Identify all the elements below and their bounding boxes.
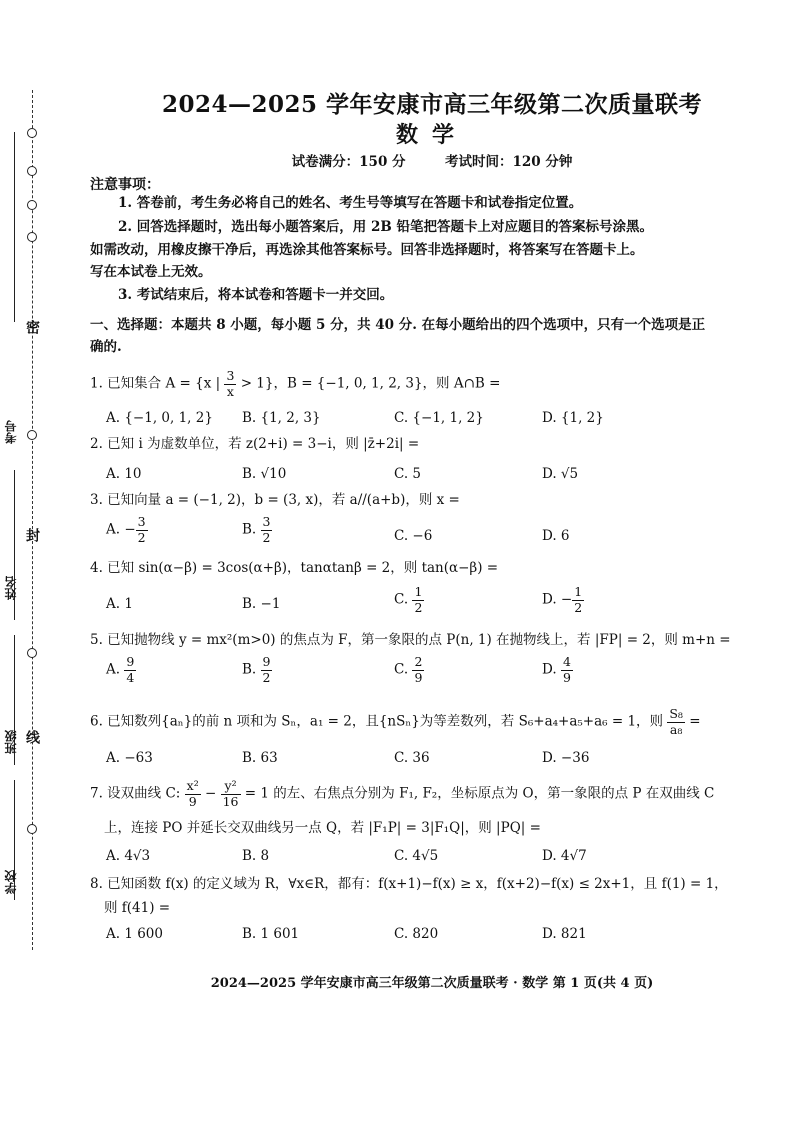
- q1-option-a: A. {−1, 0, 1, 2}: [106, 410, 213, 426]
- subject-title: 数学: [395, 122, 468, 148]
- notice-item: 1. 答卷前，考生务必将自己的姓名、考生号等填写在答题卡和试卷指定位置。: [118, 195, 583, 211]
- binding-hole: [27, 200, 37, 210]
- question-8: 8. 已知函数 f(x) 的定义域为 R，∀x∈R，都有：f(x+1)−f(x) ≥ x，f(x+2)−f(x) ≤ 2x+1，且 f(1) = 1，: [90, 876, 728, 892]
- section-heading-cont: 确的.: [90, 339, 122, 355]
- q4-option-a: A. 1: [106, 596, 133, 612]
- seal-char-xian: 线: [24, 730, 40, 744]
- question-5: 5. 已知抛物线 y = mx²(m>0) 的焦点为 F，第一象限的点 P(n, 1) 在抛物线上，若 |FP| = 2，则 m+n =: [90, 632, 731, 648]
- q8-option-d: D. 821: [542, 926, 587, 942]
- question-6: 6. 已知数列{aₙ}的前 n 项和为 Sₙ，a₁ = 2，且{nSₙ}为等差数列，若 S₆+a₄+a₅+a₆ = 1，则 $\frac{\text{S₈}}{\text{a₈}}$ =: [90, 706, 701, 737]
- q7-option-d: D. 4√7: [542, 848, 587, 864]
- q3-option-c: C. −6: [394, 528, 433, 544]
- cut-line: [32, 90, 33, 950]
- q4-option-d: D. − $\frac{1}{2}$: [542, 584, 583, 615]
- field-line: [14, 132, 15, 322]
- notice-item: 3. 考试结束后，将本试卷和答题卡一并交回。: [118, 287, 394, 303]
- q7-option-c: C. 4√5: [394, 848, 439, 864]
- binding-hole: [27, 128, 37, 138]
- question-1: 1. 已知集合 A = {x | $\frac{3}{x}$ > 1}，B = {−1, 0, 1, 2, 3}，则 A∩B =: [90, 368, 501, 399]
- notice-item: 如需改动，用橡皮擦干净后，再选涂其他答案标号。回答非选择题时，将答案写在答题卡上。: [90, 242, 644, 258]
- q6-option-b: B. 63: [242, 750, 278, 766]
- binding-hole: [27, 166, 37, 176]
- field-label-name: 姓名: [4, 576, 18, 600]
- fraction: $\frac{\text{S₈}}{\text{a₈}}$: [669, 706, 683, 737]
- notice-item: 写在本试卷上无效。: [90, 264, 212, 280]
- q8-option-b: B. 1 601: [242, 926, 300, 942]
- seal-char-mi: 密: [24, 320, 40, 334]
- q4-option-b: B. −1: [242, 596, 281, 612]
- section-heading: 一、选择题：本题共 8 小题，每小题 5 分，共 40 分. 在每小题给出的四个选项中，只有一个选项是正: [90, 317, 706, 333]
- q3-option-d: D. 6: [542, 528, 570, 544]
- field-label-id: 考号: [4, 420, 18, 444]
- question-8-line2: 则 f(41) =: [104, 900, 171, 916]
- q2-option-c: C. 5: [394, 466, 422, 482]
- q1-option-d: D. {1, 2}: [542, 410, 604, 426]
- q7-option-b: B. 8: [242, 848, 270, 864]
- q3-option-a: A. − $\frac{3}{2}$: [106, 514, 146, 545]
- question-7-line2: 上，连接 PO 并延长交双曲线另一点 Q，若 |F₁P| = 3|F₁Q|，则 |PQ| =: [104, 820, 541, 836]
- fraction: $\frac{3}{x}$: [226, 368, 235, 399]
- q6-option-d: D. −36: [542, 750, 590, 766]
- q8-option-c: C. 820: [394, 926, 439, 942]
- binding-margin: [0, 90, 60, 950]
- q4-option-c: C. $\frac{1}{2}$: [394, 584, 423, 615]
- q1-option-c: C. {−1, 1, 2}: [394, 410, 484, 426]
- binding-hole: [27, 824, 37, 834]
- question-3: 3. 已知向量 a = (−1, 2)，b = (3, x)，若 a//(a+b)，则 x =: [90, 492, 460, 508]
- notice-item: 2. 回答选择题时，选出每小题答案后，用 2B 铅笔把答题卡上对应题目的答案标号涂黑。: [118, 219, 653, 235]
- q2-option-a: A. 10: [106, 466, 142, 482]
- q2-option-b: B. √10: [242, 466, 287, 482]
- q6-option-a: A. −63: [106, 750, 153, 766]
- field-label-school: 学校: [4, 870, 18, 894]
- q8-option-a: A. 1 600: [106, 926, 163, 942]
- binding-hole: [27, 648, 37, 658]
- exam-time: 考试时间：120 分钟: [444, 154, 573, 170]
- field-label-class: 班级: [4, 730, 18, 754]
- q6-option-c: C. 36: [394, 750, 430, 766]
- binding-hole: [27, 232, 37, 242]
- exam-meta: [70, 150, 794, 170]
- q7-option-a: A. 4√3: [106, 848, 151, 864]
- binding-hole: [27, 430, 37, 440]
- question-4: 4. 已知 sin(α−β) = 3cos(α+β)，tanαtanβ = 2，则 tan(α−β) =: [90, 560, 499, 576]
- full-score: 试卷满分：150 分: [291, 154, 406, 170]
- exam-title: 2024—2025 学年安康市高三年级第二次质量联考: [161, 91, 703, 118]
- q5-option-a: A. $\frac{9}{4}$: [106, 654, 135, 685]
- question-7: 7. 设双曲线 C: $\frac{\text{x²}}{9}$ − $\frac{\text{y²}}{16}$ = 1 的左、右焦点分别为 F₁, F₂，坐标原点为 O，第一象限的点 P 在双曲线 C: [90, 778, 715, 809]
- q3-option-b: B. $\frac{3}{2}$: [242, 514, 271, 545]
- seal-char-feng: 封: [24, 528, 40, 542]
- q1-option-b: B. {1, 2, 3}: [242, 410, 321, 426]
- q5-option-b: B. $\frac{9}{2}$: [242, 654, 271, 685]
- q5-option-c: C. $\frac{2}{9}$: [394, 654, 423, 685]
- question-2: 2. 已知 i 为虚数单位，若 z(2+i) = 3−i，则 |z̄+2i| =: [90, 436, 420, 452]
- q5-option-d: D. $\frac{4}{9}$: [542, 654, 571, 685]
- q2-option-d: D. √5: [542, 466, 579, 482]
- page-footer: 2024—2025 学年安康市高三年级第二次质量联考 · 数学 第 1 页(共 4 页): [210, 976, 654, 991]
- notice-heading: 注意事项：: [90, 177, 160, 193]
